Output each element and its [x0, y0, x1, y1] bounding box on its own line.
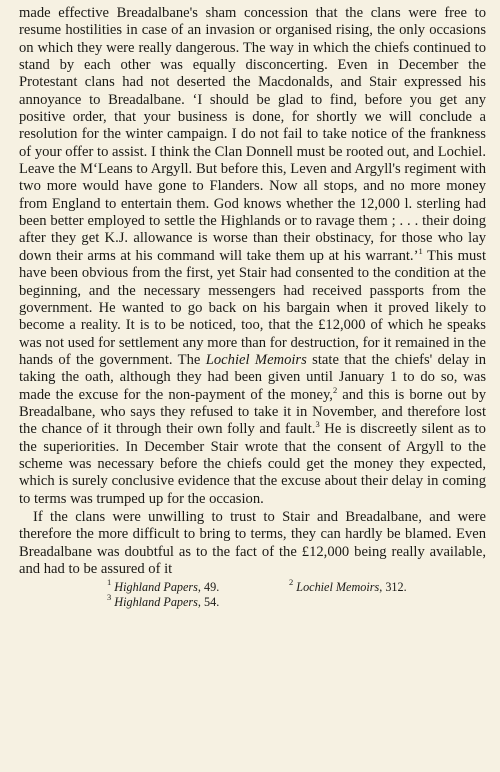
footnote-page: , 312.: [379, 580, 407, 595]
footnote-page: , 54.: [197, 595, 220, 610]
footnote-1: [107, 577, 289, 595]
footnote-marker: 2: [332, 384, 338, 395]
paragraph: [19, 5, 486, 508]
text-run: made effective Breadalbane's sham concession that the clans were free to resume hostilities in case of an invasion or organised rising, the only occasions on which they were really dangerous. The way in which the chiefs continued to stand by each other was equally disconcerting. Even in December the Protestant clans had not deserted the Macdonalds, and Stair expressed his annoyance to Breadalbane. ‘I should be glad to find, before you get any positive order, that your business is done, for shortly we will conclude a resolution for the winter campaign. I do not fail to take notice of the frankness of your offer to assist. I think the Clan Donnell must be rooted out, and Lochiel. Leave the M‘Leans to Argyll. But before this, Leven and Argyll's regiment with two more would have gone to Flanders. Now all stops, and no more money from England to entertain them. God knows whether the 12,000 l. sterling had been better employed to settle the Highlands or to ravage them ; . . . their doing after they get K.J. allowance is worse than their obstinacy, for those who lay down their arms at his command will take them up at his warrant.’: [19, 5, 486, 264]
footnote-page: , 49.: [197, 580, 220, 595]
footnote-3: [107, 592, 220, 610]
paragraph: [19, 509, 486, 578]
footnote-marker: 3: [315, 419, 320, 430]
footnote-number: 3: [107, 592, 112, 603]
text-run: state that the chiefs' delay in taking the oath, although they had been given until January 1 to do so, was made the excuse for the non-payment of the money,: [19, 351, 486, 403]
footnote-reference: Highland Papers: [114, 595, 198, 610]
text-run: He is discreetly silent as to the superiorities. In December Stair wrote that the consent of Argyll to the scheme was necessary before the chiefs could get the money they expected, which is surely conclusive evidence that the excuse about their delay in coming to terms was trumped up for the occasion.: [19, 421, 486, 507]
footnote-reference: Lochiel Memoirs: [296, 580, 380, 595]
text-run: If the clans were unwilling to trust to Stair and Breadalbane, and were therefore the more difficult to bring to terms, they can hardly be blamed. Even Breadalbane was doubtful as to the fact of the £12,000 being really available, and had to be assured of it: [19, 508, 486, 577]
text-run: and this is borne out by Breadalbane, who says they refused to take it in November, and therefore lost the chance of it through their own folly and fault.: [19, 386, 486, 438]
footnote-2: [289, 577, 407, 595]
footnote-reference: Highland Papers: [114, 580, 198, 595]
text-run: This must have been obvious from the first, yet Stair had consented to the condition at the beginning, and the necessary messengers had received passports from the government. He wanted to go back on his bargain when it proved likely to become a reality. It is to be noticed, too, that the £12,000 of which he speaks was not used for settlement any more than for destruction, for it remained in the hands of the government. The: [19, 247, 486, 368]
footnote-number: 1: [107, 577, 112, 588]
footnote-row: [19, 592, 486, 610]
footnote-marker: 1: [418, 245, 423, 256]
footnotes: [19, 577, 486, 610]
footnote-number: 2: [289, 577, 294, 588]
italic-title: Lochiel Memoirs: [205, 351, 307, 368]
page-body-text: [19, 5, 486, 578]
footnote-row: [19, 577, 486, 595]
